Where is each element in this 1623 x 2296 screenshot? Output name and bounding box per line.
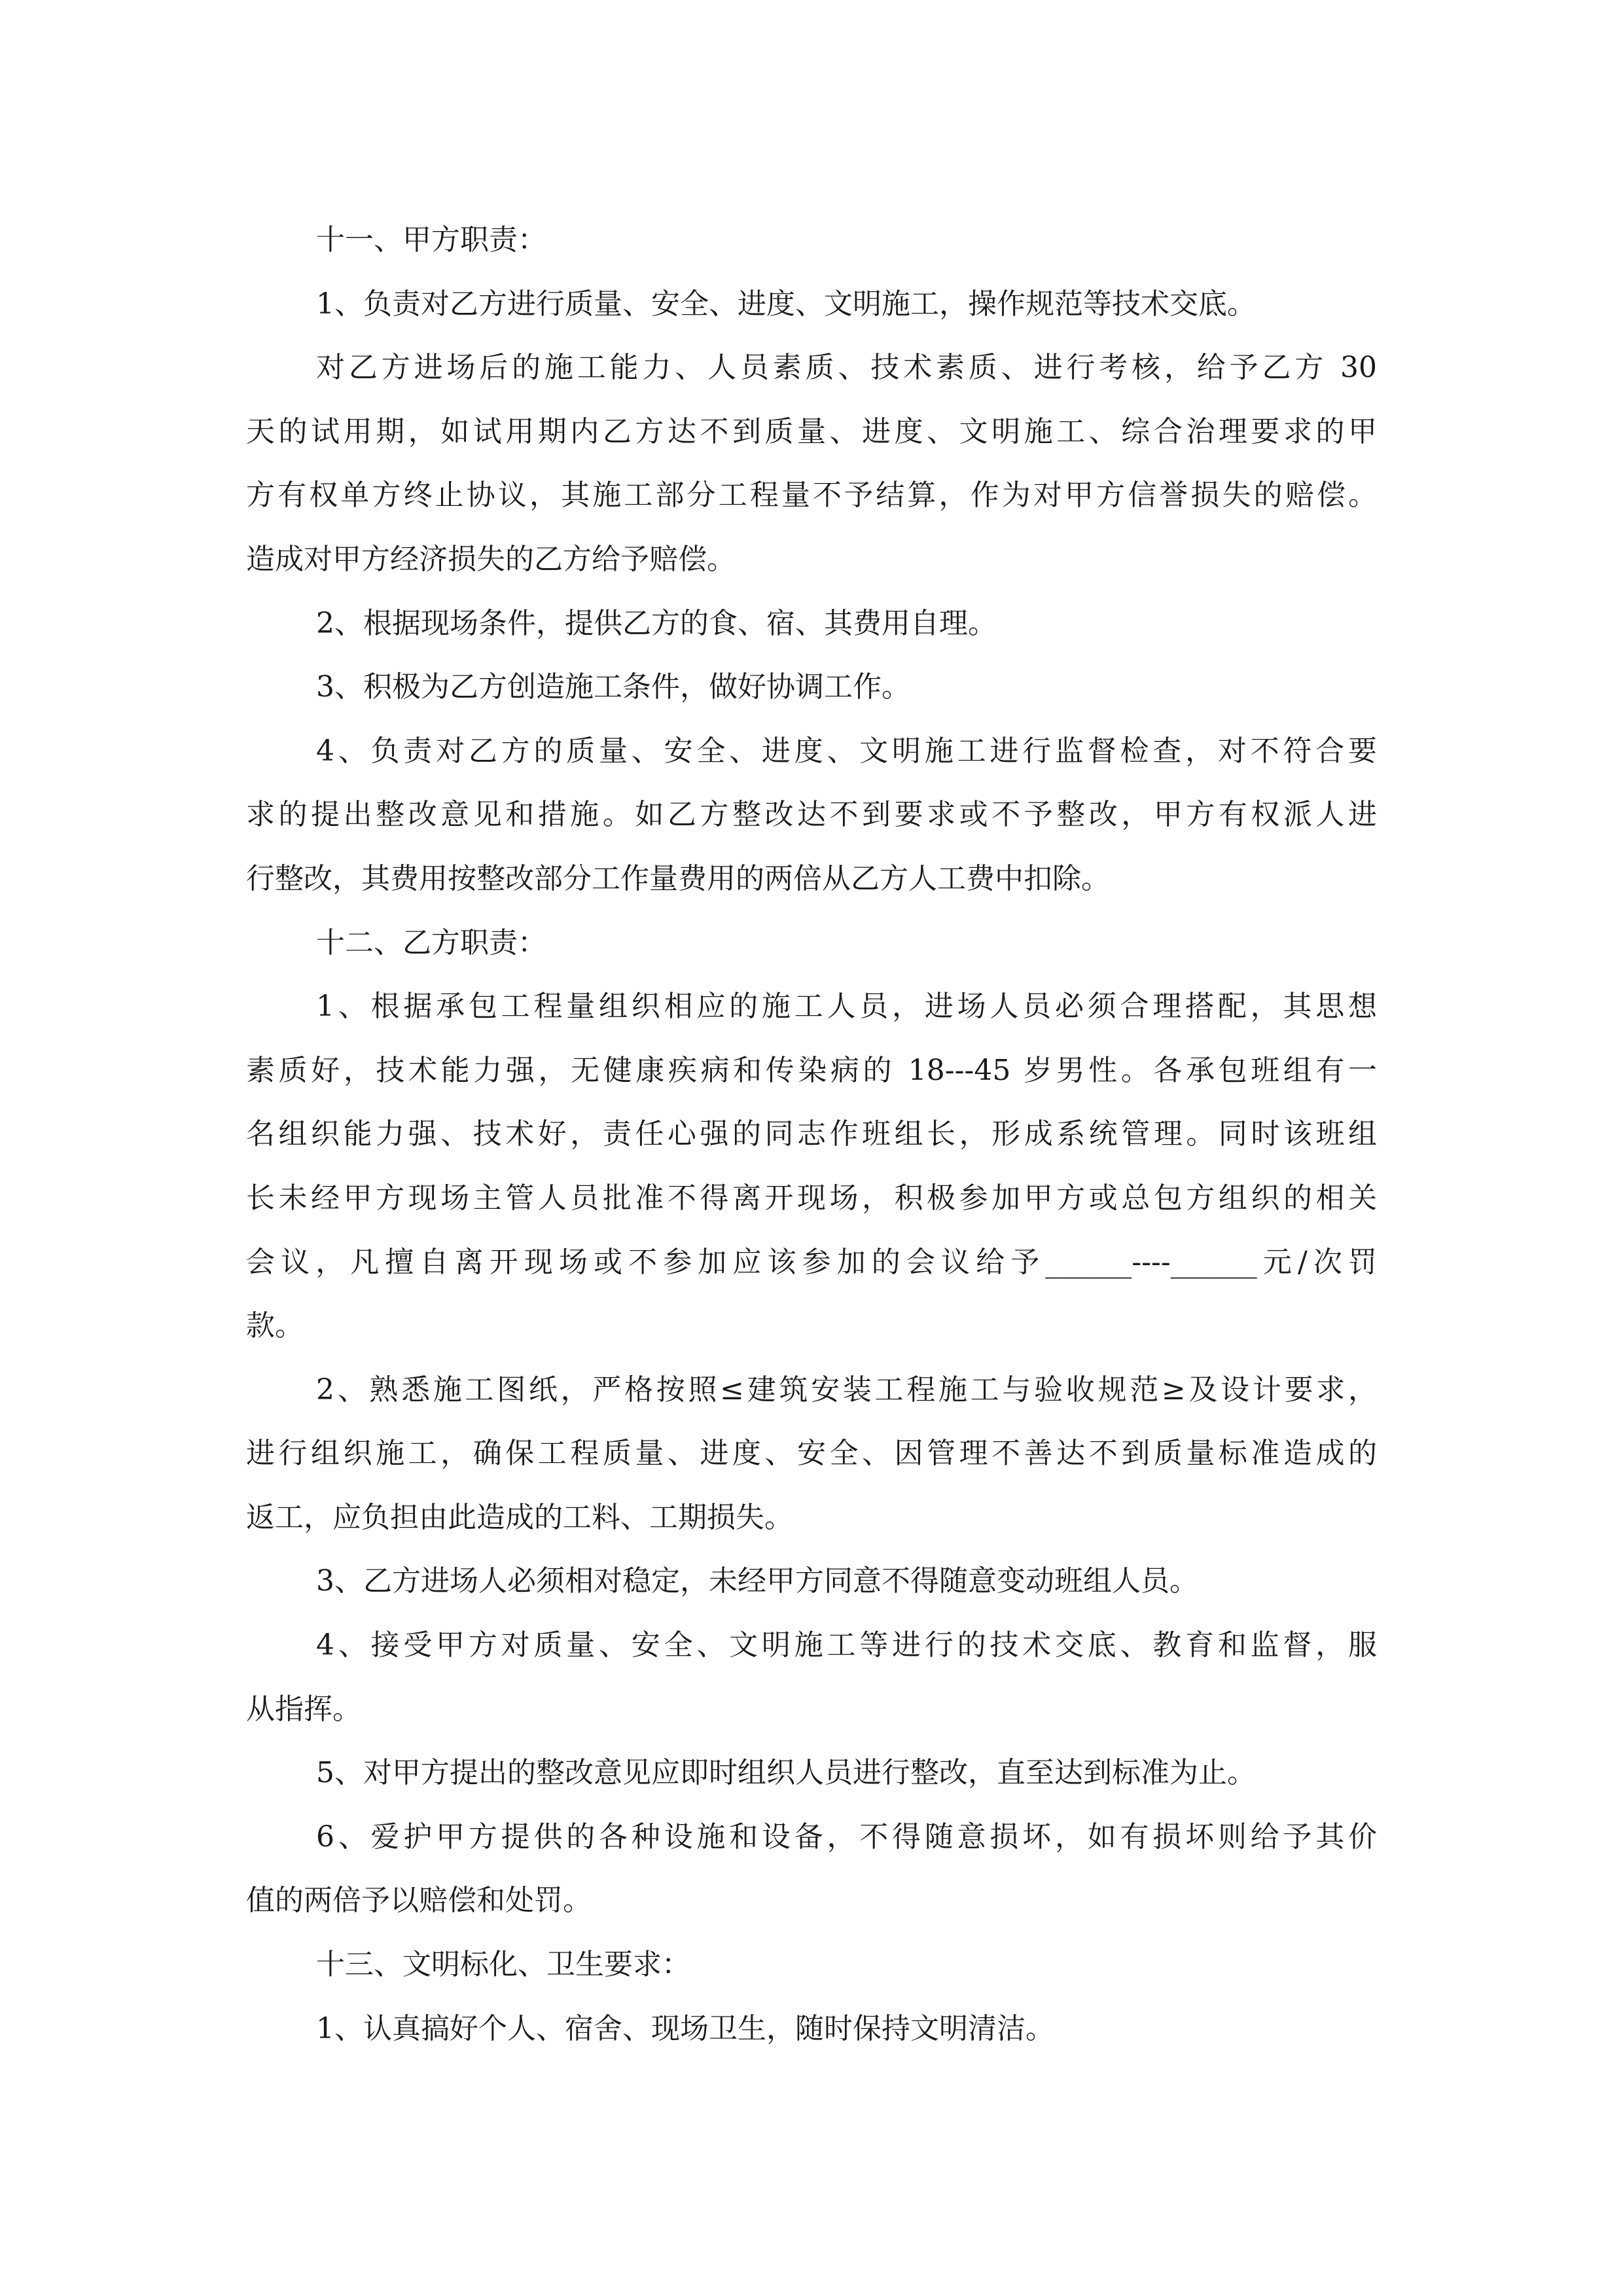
document-page xyxy=(246,208,1377,2060)
text-line: 十一、甲方职责： xyxy=(316,223,546,257)
text-line: 行整改，其费用按整改部分工作量费用的两倍从乙方人工费中扣除。 xyxy=(246,861,1110,895)
text-line: 1、负责对乙方进行质量、安全、进度、文明施工，操作规范等技术交底。 xyxy=(316,287,1256,321)
text-line: 值的两倍予以赔偿和处罚。 xyxy=(246,1884,592,1918)
text-line: 长未经甲方现场主管人员批准不得离开现场，积极参加甲方或总包方组织的相关 xyxy=(246,1181,1377,1215)
text-line: 天的试用期，如试用期内乙方达不到质量、进度、文明施工、综合治理要求的甲 xyxy=(246,414,1377,448)
text-line: 方有权单方终止协议，其施工部分工程量不予结算，作为对甲方信誉损失的赔偿。 xyxy=(246,478,1377,512)
text-line: 十二、乙方职责： xyxy=(316,925,546,960)
text-line: 1、根据承包工程量组织相应的施工人员，进场人员必须合理搭配，其思想 xyxy=(316,990,1377,1024)
text-line: 2、熟悉施工图纸，严格按照≤建筑安装工程施工与验收规范≥及设计要求， xyxy=(316,1372,1377,1407)
text-line: 4、接受甲方对质量、安全、文明施工等进行的技术交底、教育和监督，服 xyxy=(316,1628,1377,1662)
text-line: 素质好，技术能力强，无健康疾病和传染病的 18---45 岁男性。各承包班组有一 xyxy=(246,1053,1377,1087)
text-line: 3、乙方进场人必须相对稳定，未经甲方同意不得随意变动班组人员。 xyxy=(316,1564,1198,1598)
text-line: 1、认真搞好个人、宿舍、现场卫生，随时保持文明清洁。 xyxy=(316,2011,1054,2045)
text-line: 进行组织施工，确保工程质量、进度、安全、因管理不善达不到质量标准造成的 xyxy=(246,1437,1377,1471)
text-line: 对乙方进场后的施工能力、人员素质、技术素质、进行考核，给予乙方 30 xyxy=(316,351,1377,385)
text-line: 造成对甲方经济损失的乙方给予赔偿。 xyxy=(246,542,736,576)
text-line: 返工，应负担由此造成的工料、工期损失。 xyxy=(246,1500,793,1534)
text-line: 6、爱护甲方提供的各种设施和设备，不得随意损坏，如有损坏则给予其价 xyxy=(316,1820,1377,1854)
text-line: 从指挥。 xyxy=(246,1692,361,1726)
text-line: 4、负责对乙方的质量、安全、进度、文明施工进行监督检查，对不符合要 xyxy=(316,734,1377,768)
text-line: 会议，凡擅自离开现场或不参加应该参加的会议给予______----______元/次罚 xyxy=(246,1245,1377,1279)
text-line: 十三、文明标化、卫生要求： xyxy=(316,1948,690,1982)
text-line: 3、积极为乙方创造施工条件，做好协调工作。 xyxy=(316,670,910,704)
text-line: 求的提出整改意见和措施。如乙方整改达不到要求或不予整改，甲方有权派人进 xyxy=(246,798,1377,832)
text-line: 名组织能力强、技术好，责任心强的同志作班组长，形成系统管理。同时该班组 xyxy=(246,1117,1377,1151)
text-line: 5、对甲方提出的整改意见应即时组织人员进行整改，直至达到标准为止。 xyxy=(316,1756,1256,1790)
text-line: 款。 xyxy=(246,1309,304,1343)
text-line: 2、根据现场条件，提供乙方的食、宿、其费用自理。 xyxy=(316,606,997,640)
